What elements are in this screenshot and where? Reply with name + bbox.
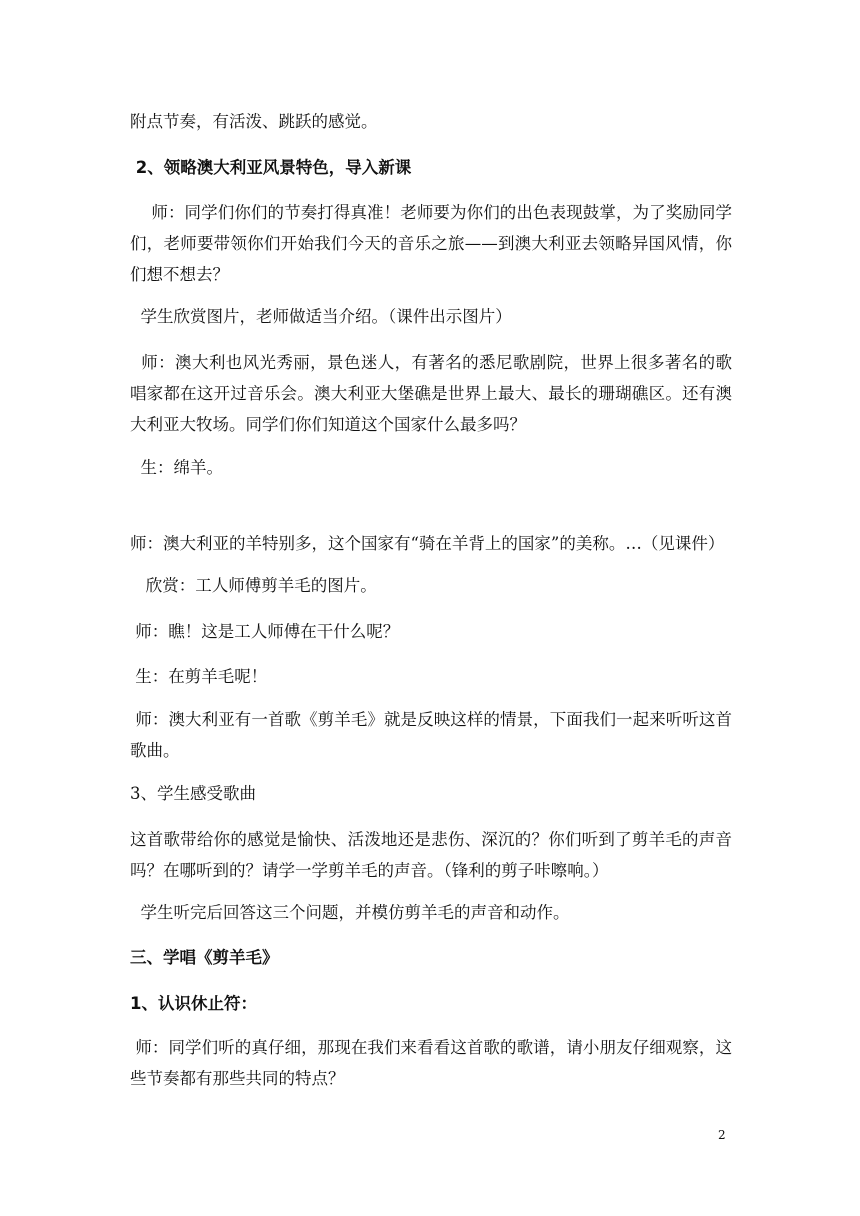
paragraph-shearing-picture: 欣赏：工人师傅剪羊毛的图片。 bbox=[130, 576, 377, 595]
heading-australia-scenery: 2、领略澳大利亚风景特色，导入新课 bbox=[130, 158, 412, 177]
heading-feel-song: 3、学生感受歌曲 bbox=[130, 784, 256, 803]
paragraph-student-shearing: 生：在剪羊毛呢！ bbox=[130, 667, 268, 686]
paragraph-teacher-look: 师：瞧！这是工人师傅在干什么呢？ bbox=[130, 622, 400, 641]
paragraph-sheep-nation: 师：澳大利亚的羊特别多，这个国家有“骑在羊背上的国家”的美称。…（见课件） bbox=[130, 503, 725, 553]
paragraph-dotted-rhythm: 附点节奏，有活泼、跳跃的感觉。 bbox=[130, 112, 378, 131]
paragraph-view-pictures: 学生欣赏图片，老师做适当介绍。（课件出示图片） bbox=[130, 307, 512, 326]
heading-learn-song: 三、学唱《剪羊毛》 bbox=[130, 948, 279, 967]
paragraph-australia-intro: 师：澳大利也风光秀丽，景色迷人，有著名的悉尼歌剧院，世界上很多著名的歌唱家都在这开过音乐会。澳大利亚大堡礁是世界上最大、最长的珊瑚礁区。还有澳大利亚大牧场。同学们你们知道这个国家什么最多吗？ bbox=[130, 353, 733, 434]
page-number: 2 bbox=[718, 1128, 726, 1142]
paragraph-song-questions: 这首歌带给你的感觉是愉快、活泼地还是悲伤、深沉的？你们听到了剪羊毛的声音吗？在哪听到的？请学一学剪羊毛的声音。（锋利的剪子咔嚓响。） bbox=[130, 830, 732, 880]
paragraph-student-answer: 学生听完后回答这三个问题，并模仿剪羊毛的声音和动作。 bbox=[130, 903, 570, 922]
paragraph-song-intro: 师：澳大利亚有一首歌《剪羊毛》就是反映这样的情景，下面我们一起来听听这首歌曲。 bbox=[130, 710, 733, 760]
paragraph-observe-score: 师：同学们听的真仔细，那现在我们来看看这首歌的歌谱，请小朋友仔细观察，这些节奏都有那些共同的特点？ bbox=[130, 1038, 733, 1088]
paragraph-student-sheep: 生：绵羊。 bbox=[130, 458, 223, 477]
paragraph-teacher-praise: 师：同学们你们的节奏打得真准！老师要为你们的出色表现鼓掌，为了奖励同学们，老师要带领你们开始我们今天的音乐之旅——到澳大利亚去领略异国风情，你们想不想去？ bbox=[130, 203, 733, 284]
heading-rest-symbol: 1、认识休止符： bbox=[130, 994, 257, 1013]
